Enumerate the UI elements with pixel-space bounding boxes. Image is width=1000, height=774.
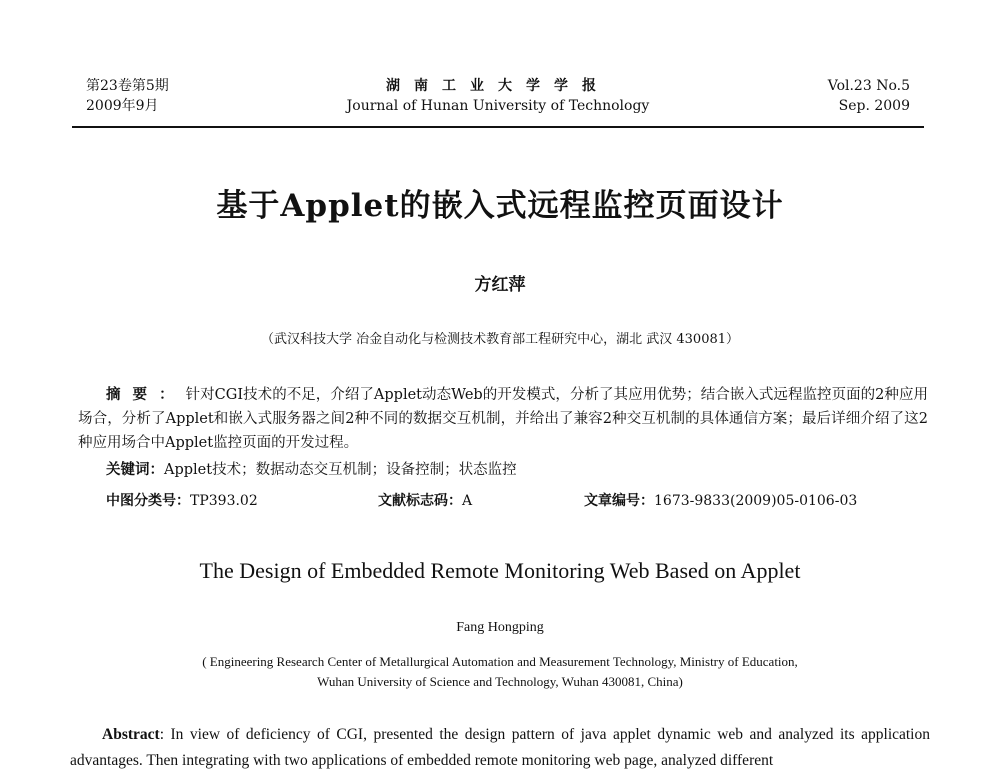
- keywords-cn: [106, 458, 517, 479]
- doc-code-item: [378, 490, 472, 510]
- issue-cn: 第23卷第5期: [86, 78, 169, 94]
- article-no-label: 文章编号：: [584, 493, 654, 509]
- abstract-text-en: : In view of deficiency of CGI, presented the design pattern of java applet dynamic web and analyzed its application advantages. Then integrating with two applications of embedded remote monitoring web page, analyzed different: [70, 726, 930, 769]
- article-no-value: 1673-9833(2009)05-0106-03: [654, 493, 858, 509]
- keywords-label-cn: 关键词：: [106, 461, 164, 478]
- header-right: [828, 76, 910, 116]
- abstract-en: [70, 722, 930, 774]
- date-en: Sep. 2009: [838, 98, 910, 114]
- journal-name-cn: 湖南工业大学学报: [386, 78, 610, 94]
- abstract-label-en: Abstract: [102, 726, 160, 743]
- abstract-text-cn: 针对CGI技术的不足，介绍了Applet动态Web的开发模式，分析了其应用优势；结合嵌入式远程监控页面的2种应用场合，分析了Applet和嵌入式服务器之间2种不同的数据交互机制，并给出了兼容2种交互机制的具体通信方案；最后详细介绍了这2种应用场合中Applet监控页面的开发过程。: [78, 387, 928, 451]
- doc-code-value: A: [462, 493, 473, 509]
- journal-name-en: Journal of Hunan University of Technology: [346, 98, 650, 114]
- affiliation-en-line2: Wuhan University of Science and Technology, Wuhan 430081, China): [317, 674, 683, 689]
- abstract-cn: [78, 383, 928, 455]
- paper-title-cn: 基于Applet的嵌入式远程监控页面设计: [216, 188, 784, 224]
- clc-label: 中图分类号：: [106, 493, 190, 509]
- date-cn: 2009年9月: [86, 98, 159, 114]
- author-en: Fang Hongping: [456, 620, 544, 635]
- volume-en: Vol.23 No.5: [827, 78, 910, 94]
- abstract-label-cn: 摘要：: [106, 386, 186, 403]
- paper-title-en: The Design of Embedded Remote Monitoring Web Based on Applet: [199, 558, 801, 583]
- keywords-text-cn: Applet技术；数据动态交互机制；设备控制；状态监控: [164, 462, 517, 478]
- article-no-item: [584, 490, 857, 510]
- journal-header: [72, 76, 924, 128]
- doc-code-label: 文献标志码：: [378, 493, 462, 509]
- affiliation-en-line1: ( Engineering Research Center of Metallurgical Automation and Measurement Technology, Ministry of Education,: [202, 654, 798, 669]
- clc-item: [106, 490, 258, 510]
- affiliation-cn: （武汉科技大学 冶金自动化与检测技术教育部工程研究中心，湖北 武汉 430081）: [260, 332, 740, 347]
- clc-value: TP393.02: [190, 493, 258, 509]
- author-cn: 方红萍: [474, 275, 526, 295]
- header-center: [72, 76, 924, 116]
- affiliation-en: [0, 652, 1000, 692]
